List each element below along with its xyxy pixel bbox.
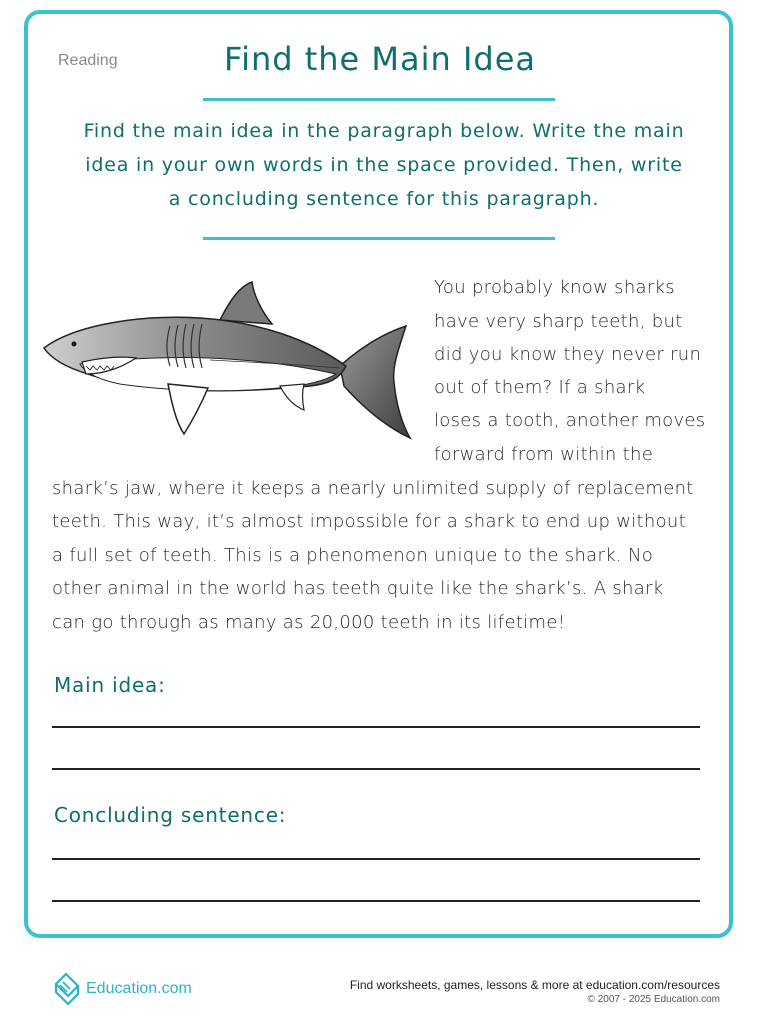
footer-copyright: © 2007 - 2025 Education.com — [587, 994, 720, 1005]
main-idea-answer-line[interactable] — [52, 768, 700, 770]
instructions-divider — [203, 237, 555, 240]
shark-illustration — [40, 278, 412, 446]
education-logo[interactable] — [52, 972, 192, 1006]
instruction-line: a concluding sentence for this paragraph. — [168, 188, 600, 210]
main-idea-label: Main idea: — [54, 673, 166, 697]
paragraph-line: teeth. This way, it’s almost impossible for a shark to end up without — [52, 511, 686, 532]
main-idea-answer-line[interactable] — [52, 726, 700, 728]
page-title: Find the Main Idea — [223, 40, 537, 78]
paragraph-line: forward from within the — [434, 444, 654, 465]
concluding-answer-line[interactable] — [52, 858, 700, 860]
concluding-answer-line[interactable] — [52, 900, 700, 902]
concluding-sentence-label: Concluding sentence: — [54, 803, 287, 827]
brand-name: Education.com — [86, 980, 192, 997]
footer-info — [350, 978, 720, 1005]
paragraph-line: can go through as many as 20,000 teeth in its lifetime! — [52, 612, 566, 633]
paragraph-line: out of them? If a shark — [434, 377, 646, 398]
paragraph-line: other animal in the world has teeth quite like the shark’s. A shark — [52, 578, 664, 599]
paragraph-line: have very sharp teeth, but — [434, 311, 683, 332]
paragraph-line: did you know they never run — [434, 344, 702, 365]
footer-tagline[interactable]: Find worksheets, games, lessons & more at education.com/resources — [349, 978, 720, 992]
paragraph-line: loses a tooth, another moves — [434, 410, 706, 431]
title-divider — [203, 98, 555, 101]
subject-label: Reading — [58, 52, 118, 69]
paragraph-line: You probably know sharks — [434, 277, 675, 298]
instructions — [44, 114, 724, 216]
instruction-line: Find the main idea in the paragraph below. Write the main — [83, 120, 685, 142]
paragraph-line: a full set of teeth. This is a phenomenon unique to the shark. No — [52, 545, 654, 566]
paragraph-line: shark’s jaw, where it keeps a nearly unlimited supply of replacement — [52, 478, 694, 499]
book-icon — [52, 972, 82, 1006]
instruction-line: idea in your own words in the space provided. Then, write — [85, 154, 683, 176]
